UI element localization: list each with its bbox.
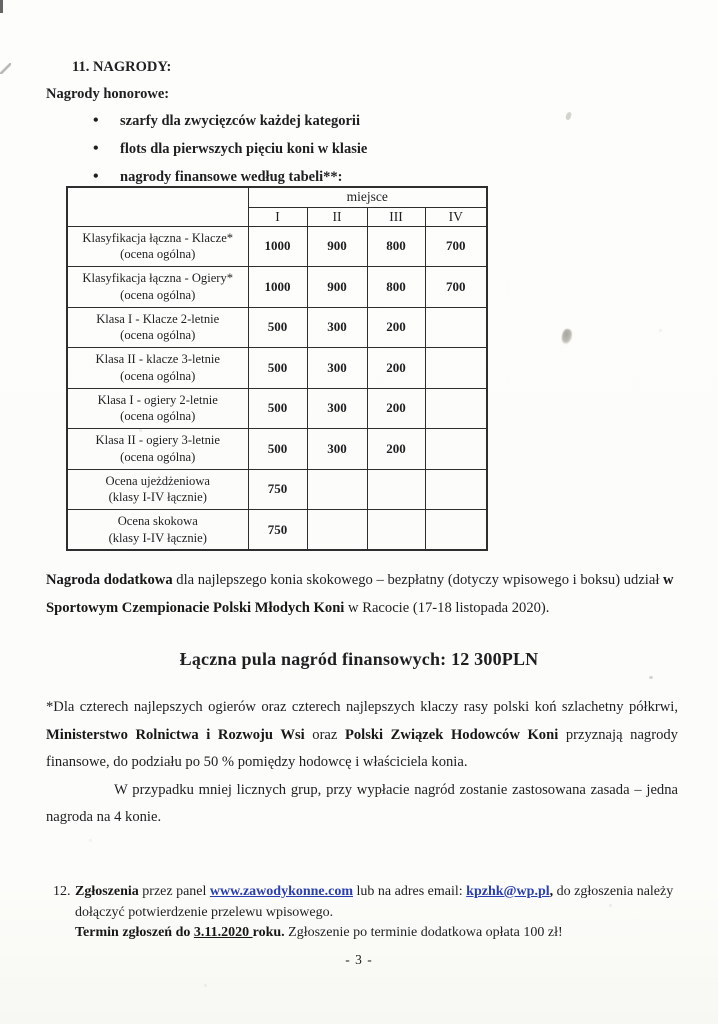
bold-text: , <box>549 884 554 899</box>
row-label-line: Klasa I - Klacze 2-letnie <box>96 311 220 326</box>
prize-value-cell: 700 <box>425 267 487 308</box>
scan-corner-artifact <box>0 0 3 13</box>
prize-value-cell: 800 <box>367 267 425 308</box>
prize-value-cell <box>307 510 367 551</box>
list-item <box>93 141 367 158</box>
prize-value-cell: 300 <box>307 348 367 389</box>
prize-table-body <box>67 226 487 550</box>
row-label-line: (ocena ogólna) <box>120 247 196 262</box>
prize-value-cell: 200 <box>367 388 425 429</box>
prize-value-cell: 900 <box>307 226 367 267</box>
table-row <box>67 226 487 267</box>
table-header-cell: II <box>307 207 367 226</box>
row-label-line: (ocena ogólna) <box>120 287 196 302</box>
prize-value-cell <box>425 388 487 429</box>
section-heading: 11. NAGRODY: <box>72 59 172 75</box>
prize-value-cell: 750 <box>248 510 307 551</box>
table-group-header-cell: miejsce <box>248 187 487 207</box>
item-number: 12. <box>53 884 71 899</box>
prize-value-cell: 500 <box>248 348 307 389</box>
row-label-line: Klasa II - klacze 3-letnie <box>95 352 220 367</box>
row-label-line: (ocena ogólna) <box>120 328 196 343</box>
row-label-cell <box>67 388 248 429</box>
bullet-icon: • <box>93 168 99 185</box>
row-label-cell <box>67 510 248 551</box>
prize-value-cell: 200 <box>367 429 425 470</box>
prize-value-cell: 750 <box>248 469 307 510</box>
bullet-icon: • <box>93 140 99 157</box>
entries-paragraph <box>75 882 677 923</box>
row-label-cell <box>67 267 248 308</box>
prize-value-cell: 500 <box>248 388 307 429</box>
prize-value-cell <box>425 510 487 551</box>
bold-text: Polski Związek Hodowców Koni <box>344 726 559 743</box>
paragraph-text: oraz <box>304 726 345 743</box>
row-label-cell <box>67 429 248 470</box>
row-label-line: Klasyfikacja łączna - Klacze* <box>82 230 234 245</box>
row-label-cell <box>67 469 248 510</box>
table-row <box>67 307 487 348</box>
prize-value-cell: 1000 <box>248 267 307 308</box>
prize-value-cell <box>307 469 367 510</box>
scan-tick-artifact <box>565 111 572 120</box>
bold-text: Ministerstwo Rolnictwa i Rozwoju Wsi <box>46 726 305 743</box>
prize-value-cell: 500 <box>248 429 307 470</box>
total-prize-pool-heading: Łączna pula nagród finansowych: 12 300PLN <box>179 649 539 669</box>
paragraph-text: dla najlepszego konia skokowego – bezpłatny (dotyczy wpisowego i boksu) udział <box>172 572 664 588</box>
row-label-line: Klasa II - ogiery 3-letnie <box>95 433 220 448</box>
scan-smudge-artifact <box>561 328 573 344</box>
row-label-cell <box>67 307 248 348</box>
table-row <box>67 348 487 389</box>
prize-value-cell: 500 <box>248 307 307 348</box>
row-label-line: (ocena ogólna) <box>120 368 196 383</box>
prize-value-cell: 700 <box>425 226 487 267</box>
prize-value-cell: 300 <box>307 307 367 348</box>
table-corner-cell <box>67 187 248 226</box>
paragraph-text: przyznają nagrody finansowe, do podziału po 50 % pomiędzy hodowcę i właściciela konia. <box>46 726 678 770</box>
bold-text: Termin zgłoszeń do <box>75 925 194 940</box>
bold-text: roku. <box>252 925 285 940</box>
email-link[interactable]: kpzhk@wp.pl <box>466 884 550 899</box>
row-label-line: Klasa I - ogiery 2-letnie <box>97 392 218 407</box>
page-number: - 3 - <box>345 952 373 967</box>
row-label-line: (ocena ogólna) <box>120 449 196 464</box>
table-row <box>67 187 487 207</box>
rule-paragraph: W przypadku mniej licznych grup, przy wypłacie nagród zostanie zastosowana zasada – jedna nagroda na 4 konie. <box>46 781 678 825</box>
row-label-line: Ocena skokowa <box>117 514 198 528</box>
honorary-prizes-heading: Nagrody honorowe: <box>46 86 170 102</box>
list-item <box>93 113 367 130</box>
honorary-prizes-list <box>93 113 367 197</box>
bullet-text: szarfy dla zwycięzców każdej kategorii <box>120 113 360 129</box>
table-header-cell: III <box>367 207 425 226</box>
scan-edge-artifact <box>0 63 11 74</box>
additional-prize-paragraph <box>46 567 678 622</box>
table-header-cell: I <box>248 207 307 226</box>
prize-value-cell <box>425 307 487 348</box>
bullet-text: flots dla pierwszych pięciu koni w klasie <box>120 141 368 157</box>
prize-value-cell: 900 <box>307 267 367 308</box>
item-body <box>75 882 677 944</box>
prize-value-cell <box>367 469 425 510</box>
footnote-section <box>46 694 678 832</box>
row-label-line: (ocena ogólna) <box>120 409 196 424</box>
bold-text: w <box>663 572 674 588</box>
paragraph-text: w Racocie (17-18 listopada 2020). <box>344 599 550 616</box>
table-header-cell: IV <box>425 207 487 226</box>
prize-value-cell <box>425 348 487 389</box>
table-row <box>67 267 487 308</box>
entries-panel-link[interactable]: www.zawodykonne.com <box>209 884 354 899</box>
table-row <box>67 510 487 551</box>
row-label-cell <box>67 226 248 267</box>
prize-value-cell <box>425 429 487 470</box>
paragraph-text: lub na adres email: <box>353 884 467 899</box>
deadline-paragraph <box>75 923 677 944</box>
list-item <box>93 169 367 186</box>
prize-value-cell: 200 <box>367 307 425 348</box>
bullet-text: nagrody finansowe według tabeli**: <box>120 169 343 185</box>
bold-text: Nagroda dodatkowa <box>46 572 173 588</box>
scan-speck-artifact <box>649 676 653 679</box>
prize-value-cell <box>367 510 425 551</box>
paragraph-text: Zgłoszenie po terminie dodatkowa opłata 100 zł! <box>284 925 563 940</box>
prize-value-cell: 1000 <box>248 226 307 267</box>
scan-dust-artifact <box>0 0 1 1</box>
bold-text: Zgłoszenia <box>75 884 139 899</box>
row-label-line: Ocena ujeżdżeniowa <box>105 473 211 488</box>
bold-text: Sportowym Czempionacie Polski Młodych Koni <box>46 599 345 616</box>
row-label-cell <box>67 348 248 389</box>
prize-value-cell: 300 <box>307 388 367 429</box>
bullet-icon: • <box>93 112 99 129</box>
deadline-date: 3.11.2020 <box>193 925 253 940</box>
footnote-paragraph <box>46 694 678 777</box>
row-label-line: Klasyfikacja łączna - Ogiery* <box>82 271 234 286</box>
prize-value-cell: 300 <box>307 429 367 470</box>
paragraph-text: do zgłoszenia należy dołączyć potwierdzenie przelewu wpisowego. <box>75 884 674 920</box>
entries-item-12 <box>53 882 677 944</box>
paragraph-text: *Dla czterech najlepszych ogierów oraz czterech najlepszych klaczy rasy polski koń szlachetny półkrwi, <box>46 699 678 715</box>
table-row <box>67 429 487 470</box>
row-label-line: (klasy I-IV łącznie) <box>108 490 207 505</box>
prize-value-cell: 800 <box>367 226 425 267</box>
row-label-line: (klasy I-IV łącznie) <box>108 530 207 545</box>
prize-value-cell <box>425 469 487 510</box>
prize-table-header <box>67 187 487 226</box>
paragraph-text: przez panel <box>138 884 210 899</box>
table-row <box>67 469 487 510</box>
table-row <box>67 388 487 429</box>
prize-value-cell: 200 <box>367 348 425 389</box>
prize-table <box>66 186 488 551</box>
